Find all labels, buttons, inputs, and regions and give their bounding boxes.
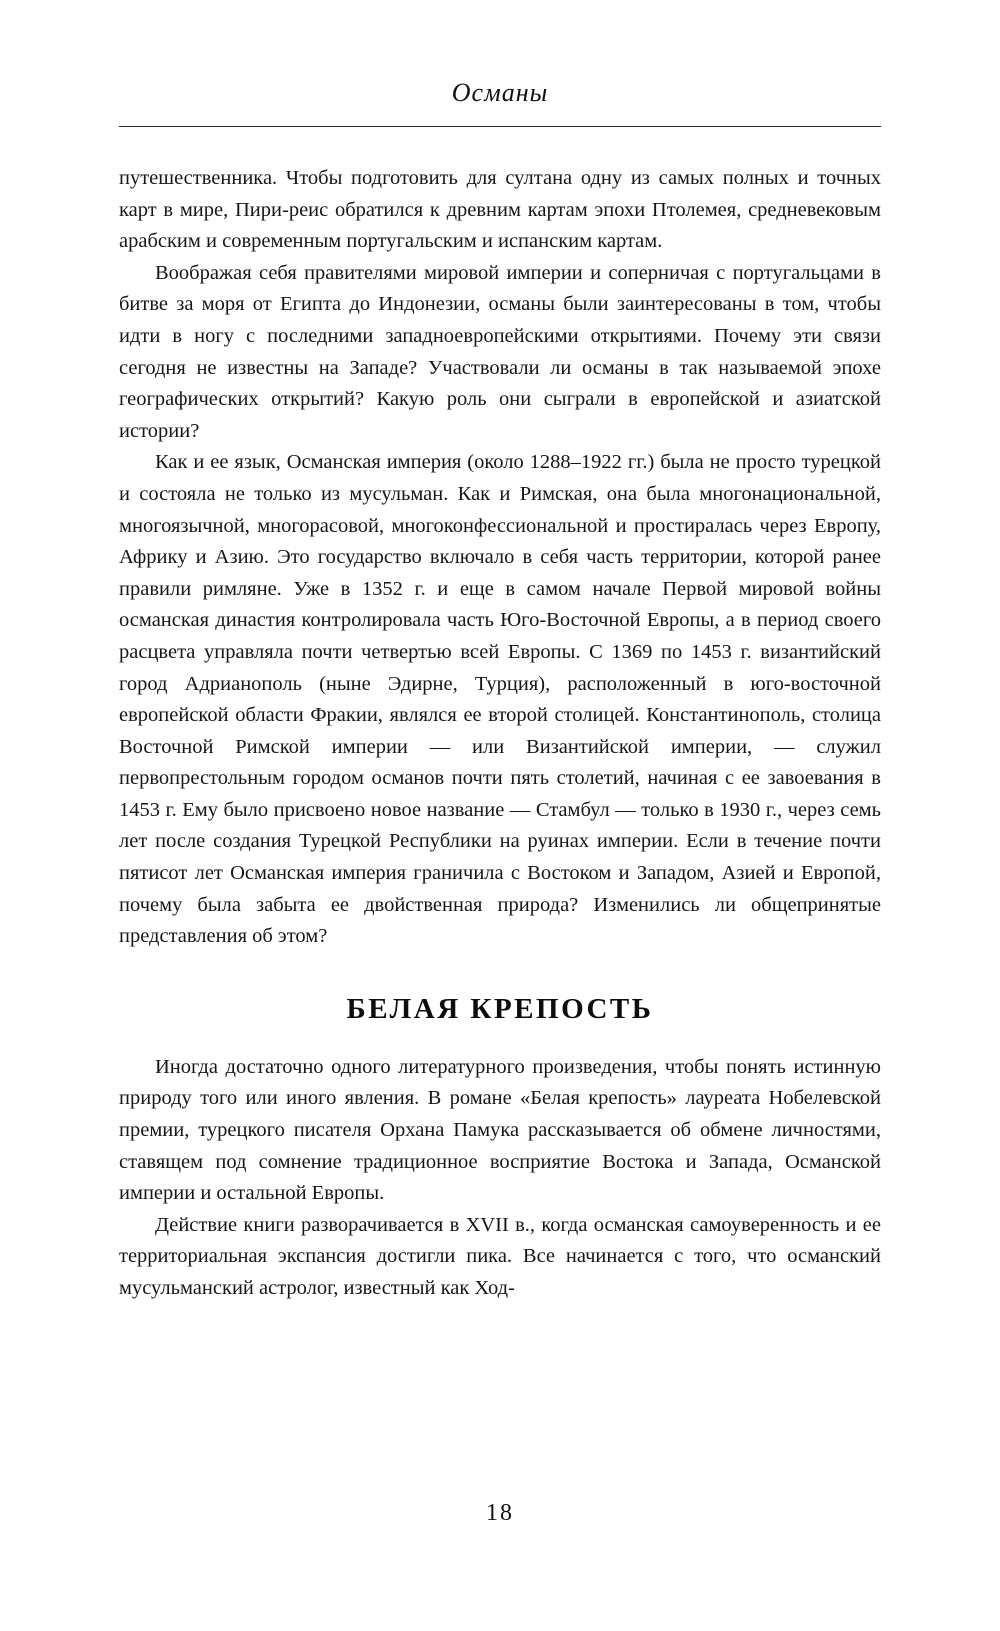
paragraph-2: Воображая себя правителями мировой империи и соперничая с португальцами в битве за моря от Египта до Индонезии, османы были заинтересованы в том, чтобы идти в ногу с последними западноевропейскими открытиями. Почему эти связи сегодня не известны на Западе? Участвовали ли османы в так называемой эпохе географических открытий? Какую роль они сыграли в европейской и азиатской истории? — [119, 261, 881, 442]
paragraph-4: Иногда достаточно одного литературного произведения, чтобы понять истинную природу того или иного явления. В романе «Белая крепость» лауреата Нобелевской премии, турецкого писателя Орхана Памука рассказывается об обмене личностями, ставящем под сомнение традиционное восприятие Востока и Запада, Османской империи и остальной Европы. — [119, 1055, 881, 1205]
running-head: Османы — [451, 78, 549, 107]
book-page — [0, 78, 1000, 1631]
paragraph-3: Как и ее язык, Османская империя (около 1288–1922 гг.) была не просто турецкой и состояла не только из мусульман. Как и Римская, она была многонациональной, многоязычной, многорасовой, многоконфессиональной и простиралась через Европу, Африку и Азию. Это государство включало в себя часть территории, которой ранее правили римляне. Уже в 1352 г. и еще в самом начале Первой мировой войны османская династия контролировала часть Юго-Восточной Европы, а в период своего расцвета управляла почти четвертью всей Европы. С 1369 по 1453 г. византийский город Адрианополь (ныне Эдирне, Турция), расположенный в юго-восточной европейской области Фракии, являлся ее второй столицей. Константинополь, столица Восточной Римской империи — или Византийской империи, — служил первопрестольным городом османов почти пять столетий, начиная с ее завоевания в 1453 г. Ему было присвоено новое название — Стамбул — только в 1930 г., через семь лет после создания Турецкой Республики на руинах империи. Если в течение почти пятисот лет Османская империя граничила с Востоком и Западом, Азией и Европой, почему была забыта ее двойственная природа? Изменились ли общепринятые представления об этом? — [119, 451, 881, 948]
section-title: БЕЛАЯ КРЕПОСТЬ — [346, 992, 654, 1025]
page-content — [119, 127, 881, 1305]
paragraph-5: Действие книги разворачивается в XVII в., когда османская самоуверенность и ее территориальная экспансия достигли пика. Все начинается с того, что османский мусульманский астролог, известный как Ход- — [119, 1213, 881, 1299]
paragraph-1: путешественника. Чтобы подготовить для султана одну из самых полных и точных карт в мире, Пири-реис обратился к древним картам эпохи Птолемея, средневековым арабским и современным португальским и испанским картам. — [119, 167, 881, 253]
page-number: 18 — [486, 1500, 514, 1526]
